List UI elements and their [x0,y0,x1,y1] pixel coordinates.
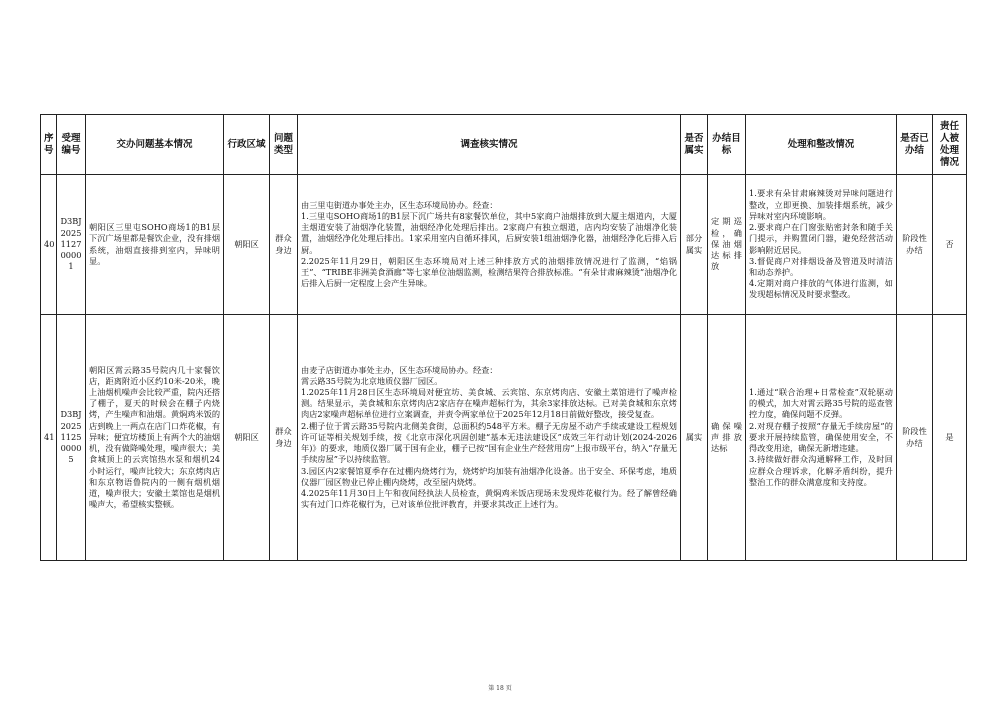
row-goal: 确保噪声排放达标 [708,315,746,561]
table-row [41,315,967,561]
row-seq: 41 [41,315,57,561]
row-seq: 40 [41,175,57,315]
report-table-page [40,114,966,561]
investigation-line: 由麦子店街道办事处主办，区生态环境局协办。经查： [301,364,498,375]
row-verified: 属实 [681,315,708,561]
investigation-line: 3.园区内2家餐馆夏季存在过棚内烧烤行为，烧烤炉均加装有油烟净化设备。出于安全、环保考虑，地质仪器厂园区物业已停止棚内烧烤，改至屋内烧烤。 [301,465,677,487]
investigation-line: 霄云路35号院为北京地质仪器厂园区。 [301,375,443,386]
row-handling [746,175,897,315]
row-done: 阶段性办结 [897,315,933,561]
header-seq: 序号 [41,115,57,175]
row-verified: 部分属实 [681,175,708,315]
header-issue: 交办问题基本情况 [86,115,224,175]
row-district: 朝阳区 [224,315,270,561]
handling-line: 1.要求有朵甘肃麻辣烫对异味问题进行整改，立即更换、加装排烟系统，减少异味对室内环境影响。 [749,188,893,221]
row-code: D3BJ2025112500005 [57,315,86,561]
handling-line: 2.对现存棚子按照“存量无手续房屋”的要求开展持续监管，确保使用安全，不得改变用途，确保无新增违建。 [749,420,893,454]
row-handling [746,315,897,561]
header-verified: 是否属实 [681,115,708,175]
row-accountability: 是 [933,315,967,561]
header-goal: 办结目标 [708,115,746,175]
handling-line: 1.通过“联合治理+日常检查”双轮驱动的模式，加大对霄云路35号院的巡查管控力度，确保问题不反弹。 [749,387,893,420]
investigation-line: 2.2025年11月29日，朝阳区生态环境局对上述三种排放方式的油烟排放情况进行了监测，“焰锅王”、“TRIBE非洲美食酒廊”等七家单位油烟监测，检测结果符合排放标准。“有朵甘肃麻辣烫”油烟净化后排入后厨一定程度上会产生异味。 [301,255,677,289]
issues-table [40,114,967,561]
row-code: D3BJ2025112700001 [57,175,86,315]
row-type: 群众身边 [270,315,298,561]
row-investigation [298,175,681,315]
row-investigation [298,315,681,561]
row-issue: 朝阳区霄云路35号院内几十家餐饮店，距离附近小区约10米-20米，晚上油烟机噪声会比较严重，院内还搭了棚子，夏天的时候会在棚子内烧烤，产生噪声和油烟。黄焖鸡米饭的店到晚上一两点在店门口炸花椒，有异味；便宜坊楼顶上有两个大的油烟机，没有做降噪处理，噪声很大；美食城顶上的云宾馆热水泵和烟机24小时运行，噪声比较大；东京烤肉店和东京物语鲁院内的一侧有烟机烟道，噪声很大；安徽土菜馆也是烟机噪声大，希望核实整顿。 [86,315,224,561]
header-type: 问题类型 [270,115,298,175]
header-district: 行政区域 [224,115,270,175]
header-investigation: 调查核实情况 [298,115,681,175]
table-row [41,175,967,315]
handling-line: 2.要求商户在门窗张贴密封条和随手关门提示，并购置闭门器，避免经营活动影响附近居民。 [749,222,893,255]
investigation-line: 2.棚子位于霄云路35号院内北侧美食街，总面积约548平方米。棚子无房屋不动产手续或建设工程规划许可证等相关规划手续，按《北京市深化巩固创建“基本无违法建设区”成效三年行动计划(2024-2026年)》的要求，地质仪器厂属于国有企业，棚子已按“国有企业生产经营用房”上报市级平台，纳入“存量无手续房屋”予以持续监管。 [301,420,678,465]
handling-line: 3.督促商户对排烟设备及管道及时清洁和动态养护。 [749,255,893,277]
header-code: 受理编号 [57,115,86,175]
row-goal: 定期巡检，确保油烟达标排放 [708,175,746,315]
handling-line: 4.定期对商户排放的气体进行监测，如发现超标情况及时要求整改。 [749,278,893,300]
row-accountability: 否 [933,175,967,315]
investigation-line: 1.2025年11月28日区生态环境局对便宜坊、美食城、云宾馆、东京烤肉店、安徽土菜馆进行了噪声检测。结果显示，美食城和东京烤肉店2家店存在噪声超标行为，其余3家排放达标。已对美食城和东京烤肉店2家噪声超标单位进行立案调查，并责令两家单位于2025年12月18日前做好整改，接受复查。 [301,387,677,420]
table-header [41,115,967,175]
row-district: 朝阳区 [224,175,270,315]
row-done: 阶段性办结 [897,175,933,315]
investigation-line: 1.三里屯SOHO商场1的B1层下沉广场共有8家餐饮单位，其中5家商户油烟排放到大厦主烟道内，大厦主烟道安装了油烟净化装置，油烟经净化处理后排出。2家商户有独立烟道，店内均安装了油烟净化装置，油烟经净化处理后排出。1家采用室内自循环排风，后厨安装1组油烟净化器，油烟经净化后排入后厨。 [301,210,677,255]
header-accountability: 责任人被处理情况 [933,115,967,175]
handling-line: 3.持续做好群众沟通解释工作，及时回应群众合理诉求，化解矛盾纠纷，提升整治工作的群众满意度和支持度。 [749,454,893,487]
investigation-line: 4.2025年11月30日上午和夜间经执法人员检查，黄焖鸡米饭店现场未发现炸花椒行为。经了解曾经确实有过门口炸花椒行为，已对该单位批评教育，并要求其改正上述行为。 [301,487,677,510]
header-done: 是否已办结 [897,115,933,175]
header-handling: 处理和整改情况 [746,115,897,175]
row-issue: 朝阳区三里屯SOHO商场1的B1层下沉广场里都是餐饮企业，没有排烟系统，油烟直接排到室内，异味明显。 [86,175,224,315]
page-number: 第 18 页 [488,685,512,692]
investigation-line: 由三里屯街道办事处主办，区生态环境局协办。经查： [301,199,498,210]
row-type: 群众身边 [270,175,298,315]
